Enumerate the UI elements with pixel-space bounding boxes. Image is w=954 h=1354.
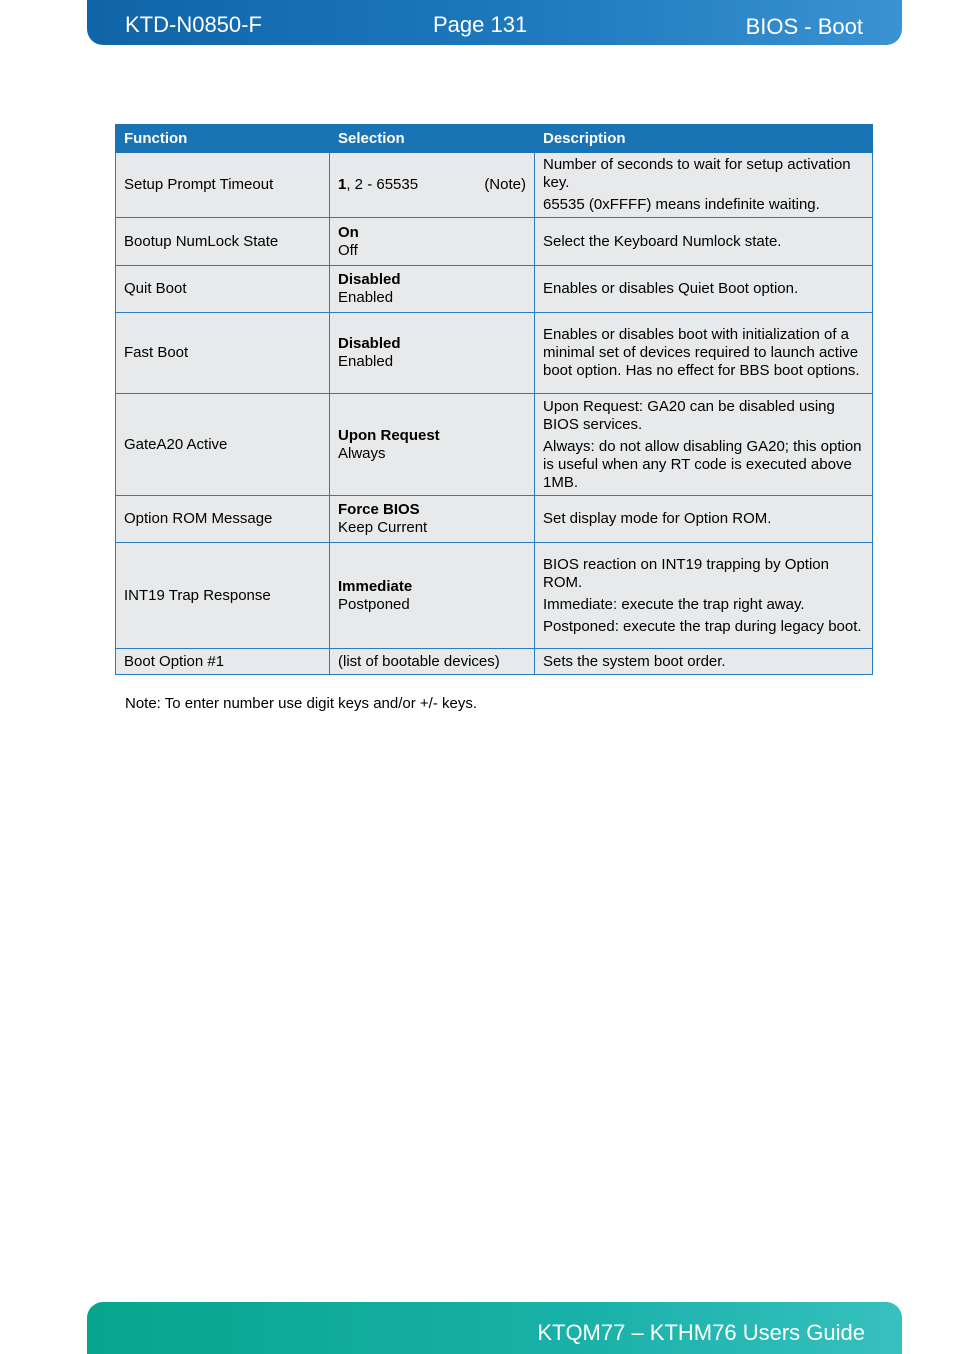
selection-option: Off xyxy=(338,241,358,259)
page-header xyxy=(87,0,902,45)
selection-default: Force BIOS xyxy=(338,501,420,518)
description-cell xyxy=(535,496,873,543)
function-cell: INT19 Trap Response xyxy=(116,543,330,649)
selection-default: Disabled xyxy=(338,271,401,288)
description-cell xyxy=(535,266,873,313)
table-row xyxy=(116,543,873,649)
function-cell: Option ROM Message xyxy=(116,496,330,543)
selection-option: Postponed xyxy=(338,595,410,613)
selection-default: Immediate xyxy=(338,577,413,595)
description-text: Postponed: execute the trap during legacy boot. xyxy=(543,617,862,635)
function-cell: Setup Prompt Timeout xyxy=(116,153,330,218)
selection-option: Keep Current xyxy=(338,519,428,536)
selection-cell: (list of bootable devices) xyxy=(330,649,535,675)
description-cell xyxy=(535,543,873,649)
table-row xyxy=(116,218,873,266)
table-note: Note: To enter number use digit keys and/or +/- keys. xyxy=(125,695,477,712)
column-header-selection: Selection xyxy=(330,125,535,153)
description-text: Enables or disables Quiet Boot option. xyxy=(543,280,799,297)
selection-cell xyxy=(330,218,535,266)
description-text: Enables or disables boot with initialization of a minimal set of devices required to launch active boot option. Has no effect for BBS boot options. xyxy=(543,326,860,379)
section-title: BIOS - Boot xyxy=(745,14,863,39)
description-text: Sets the system boot order. xyxy=(543,652,726,670)
column-header-description: Description xyxy=(535,125,873,153)
selection-cell xyxy=(330,543,535,649)
selection-cell xyxy=(330,313,535,394)
table-row xyxy=(116,394,873,496)
description-text: Select the Keyboard Numlock state. xyxy=(543,232,782,250)
description-text: BIOS reaction on INT19 trapping by Option ROM. xyxy=(543,555,829,591)
function-cell: Quit Boot xyxy=(116,266,330,313)
description-cell xyxy=(535,153,873,218)
table-row xyxy=(116,649,873,675)
description-cell xyxy=(535,394,873,496)
function-cell: GateA20 Active xyxy=(116,394,330,496)
description-cell xyxy=(535,649,873,675)
table-row xyxy=(116,266,873,313)
selection-cell xyxy=(330,153,535,218)
description-text: Number of seconds to wait for setup activation key. xyxy=(543,156,851,191)
selection-cell xyxy=(330,394,535,496)
table-row xyxy=(116,496,873,543)
page-footer xyxy=(87,1302,902,1354)
selection-option: Enabled xyxy=(338,289,394,306)
description-cell xyxy=(535,313,873,394)
selection-cell xyxy=(330,496,535,543)
document-id: KTD-N0850-F xyxy=(125,12,262,37)
table-header-row xyxy=(116,125,873,153)
page-number: Page 131 xyxy=(433,12,528,37)
selection-default: Upon Request xyxy=(338,426,440,444)
selection-default: 1 xyxy=(338,176,347,193)
function-cell: Bootup NumLock State xyxy=(116,218,330,266)
selection-option: Enabled xyxy=(338,353,394,370)
selection-default: On xyxy=(338,223,359,241)
selection-default: Disabled xyxy=(338,335,401,352)
description-cell xyxy=(535,218,873,266)
function-cell: Fast Boot xyxy=(116,313,330,394)
description-text: 65535 (0xFFFF) means indefinite waiting. xyxy=(543,196,820,213)
description-text: Immediate: execute the trap right away. xyxy=(543,595,805,613)
function-cell: Boot Option #1 xyxy=(116,649,330,675)
selection-cell xyxy=(330,266,535,313)
guide-title: KTQM77 – KTHM76 Users Guide xyxy=(537,1320,865,1345)
selection-option: Always xyxy=(338,444,386,462)
description-text: Upon Request: GA20 can be disabled using BIOS services. xyxy=(543,397,835,433)
description-text: Set display mode for Option ROM. xyxy=(543,510,772,527)
column-header-function: Function xyxy=(116,125,330,153)
description-text: Always: do not allow disabling GA20; this option is useful when any RT code is executed above 1MB. xyxy=(543,437,862,491)
table-row xyxy=(116,153,873,218)
bios-boot-table xyxy=(115,124,873,675)
selection-range: , 2 - 65535 xyxy=(346,176,419,193)
selection-note: (Note) xyxy=(484,176,526,193)
table-row xyxy=(116,313,873,394)
